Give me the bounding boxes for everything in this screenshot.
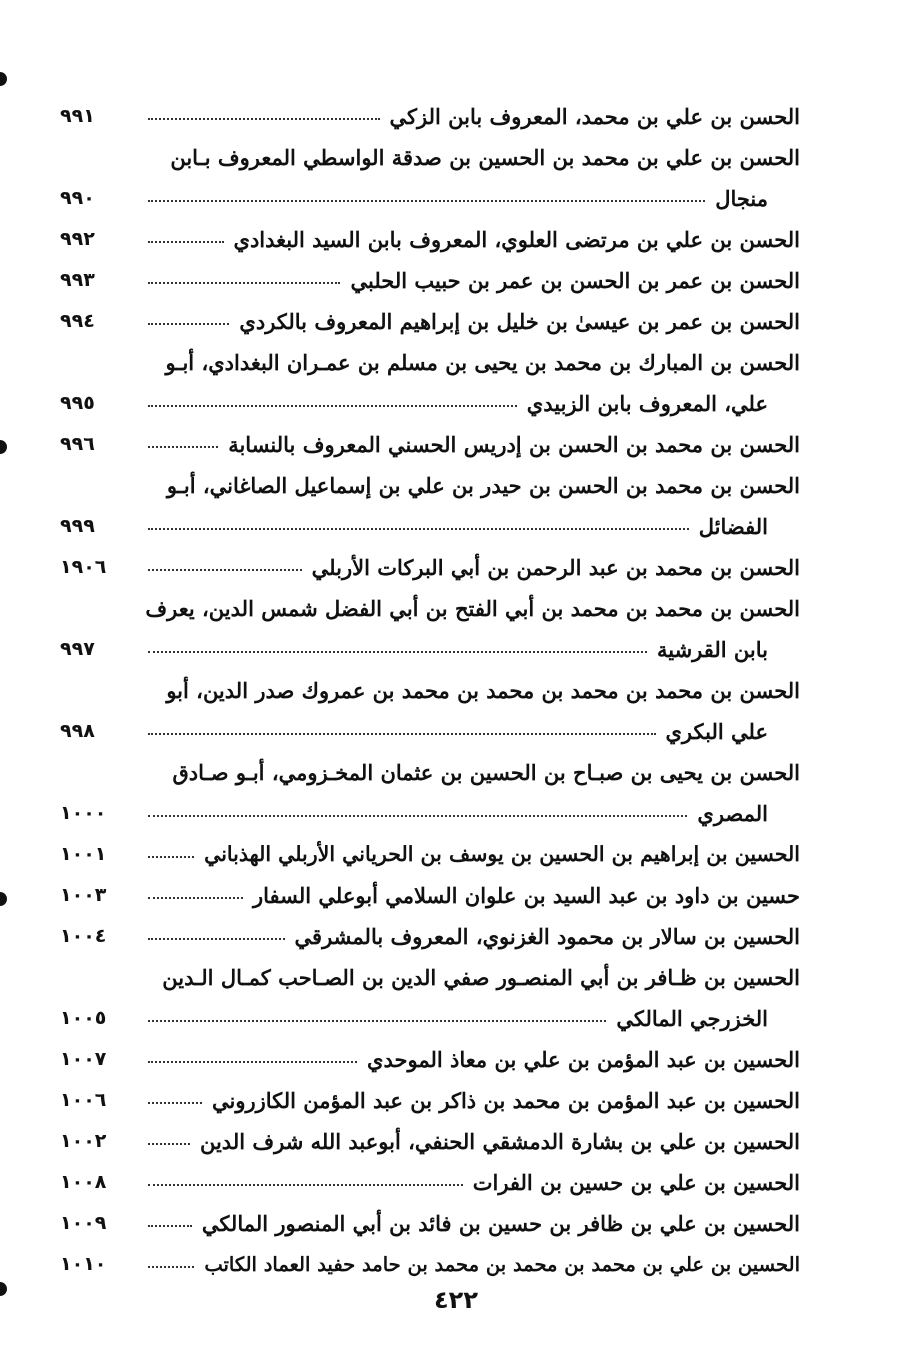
leader-dots <box>148 1090 202 1104</box>
entry-page-number: ١٠٠٤ <box>60 925 107 947</box>
index-entry <box>60 260 800 301</box>
entry-name: المصري <box>697 801 768 826</box>
leader-dots <box>148 844 194 858</box>
entry-continuation-line <box>60 178 800 219</box>
leader-dots <box>148 1254 194 1268</box>
entry-name-line <box>60 916 800 957</box>
index-entry <box>60 834 800 875</box>
entry-name-line <box>60 670 800 711</box>
leader-dots <box>148 557 302 571</box>
entry-name-line <box>60 1080 800 1121</box>
index-entry <box>60 957 800 1039</box>
entry-page-number: ١٠٠٥ <box>60 1007 107 1029</box>
entry-name-line <box>60 1162 800 1203</box>
entry-page-number: ١٠٠٩ <box>60 1212 107 1234</box>
entry-page-number: ١٠٠٠ <box>60 802 107 824</box>
leader-dots <box>148 434 218 448</box>
entry-name-line <box>60 342 800 383</box>
leader-dots <box>148 311 229 325</box>
entry-page-number: ٩٩٤ <box>60 310 95 332</box>
entry-page-number: ١٠٠٣ <box>60 884 107 906</box>
index-entry <box>60 342 800 424</box>
entry-name: الحسن بن المبارك بن محمد بن يحيى بن مسلم بن عمـران البغدادي، أبـو <box>165 350 800 375</box>
entry-name: الحسن بن محمد بن الحسن بن حيدر بن علي بن إسماعيل الصاغاني، أبـو <box>166 473 800 498</box>
entry-page-number: ٩٩٨ <box>60 720 95 742</box>
leader-dots <box>148 229 224 243</box>
index-entry <box>60 219 800 260</box>
index-entry <box>60 588 800 670</box>
entry-continuation-line <box>60 383 800 424</box>
leader-dots <box>148 270 340 284</box>
entry-name: الحسين بن عبد المؤمن بن محمد بن ذاكر بن عبد المؤمن الكازروني <box>211 1088 800 1113</box>
entry-name: حسين بن داود بن عبد السيد بن علوان السلامي أبوعلي السفار <box>252 883 800 908</box>
entry-name: الحسين بن علي بن ظافر بن حسين بن فائد بن أبي المنصور المالكي <box>201 1211 800 1236</box>
entry-page-number: ٩٩٧ <box>60 638 95 660</box>
entry-name: الحسن بن يحيى بن صبـاح بن الحسين بن عثمان المخـزومي، أبـو صـادق <box>172 760 800 785</box>
entry-continuation-line <box>60 506 800 547</box>
entry-name: الفضائل <box>698 514 768 539</box>
entry-name: الحسين بن إبراهيم بن الحسين بن يوسف بن الحرياني الأربلي الهذباني <box>204 842 800 866</box>
entry-name-line <box>60 588 800 629</box>
entry-continuation-line <box>60 793 800 834</box>
entry-name: الحسن بن محمد بن عبد الرحمن بن أبي البركات الأربلي <box>311 555 800 580</box>
entry-continuation-line <box>60 711 800 752</box>
entry-page-number: ٩٩٩ <box>60 515 95 537</box>
index-entry <box>60 1244 800 1285</box>
leader-dots <box>148 1008 606 1022</box>
entry-name-line <box>60 260 800 301</box>
entry-name: الحسن بن محمد بن محمد بن أبي الفتح بن أبي الفضل شمس الدين، يعرف <box>145 596 800 621</box>
leader-dots <box>148 926 285 940</box>
index-entry <box>60 916 800 957</box>
entry-name-line <box>60 137 800 178</box>
entry-name: الحسن بن علي بن محمد، المعروف بابن الزكي <box>389 104 800 129</box>
entry-page-number: ٩٩٠ <box>60 187 95 209</box>
entry-continuation-line <box>60 629 800 670</box>
index-entry <box>60 1203 800 1244</box>
entry-name-line <box>60 301 800 342</box>
entry-page-number: ١٠١٠ <box>60 1253 107 1275</box>
scan-edge-mark <box>0 892 7 906</box>
entry-name-line <box>60 219 800 260</box>
index-entry <box>60 670 800 752</box>
leader-dots <box>148 516 689 530</box>
entry-name: الحسن بن عمر بن عيسىٰ بن خليل بن إبراهيم المعروف بالكردي <box>239 309 800 334</box>
index-list <box>60 96 800 1285</box>
leader-dots <box>148 1131 190 1145</box>
entry-name-line <box>60 752 800 793</box>
index-entry <box>60 137 800 219</box>
index-entry <box>60 752 800 834</box>
entry-name: الحسن بن علي بن مرتضى العلوي، المعروف بابن السيد البغدادي <box>233 227 800 252</box>
index-entry <box>60 465 800 547</box>
entry-name: الحسن بن محمد بن الحسن بن إدريس الحسني المعروف بالنسابة <box>228 432 800 457</box>
entry-page-number: ٩٩٥ <box>60 392 95 414</box>
entry-page-number: ١٠٠٦ <box>60 1089 107 1111</box>
index-entry <box>60 96 800 137</box>
entry-name: منجال <box>715 186 768 211</box>
index-entry <box>60 1162 800 1203</box>
entry-name: الحسن بن عمر بن الحسن بن عمر بن حبيب الحلبي <box>350 268 800 293</box>
leader-dots <box>148 393 517 407</box>
leader-dots <box>148 885 243 899</box>
entry-name: علي البكري <box>665 719 768 744</box>
leader-dots <box>148 803 687 817</box>
entry-name-line <box>60 957 800 998</box>
leader-dots <box>148 1049 357 1063</box>
entry-page-number: ١٠٠٧ <box>60 1048 107 1070</box>
entry-name: الحسن بن علي بن محمد بن الحسين بن صدقة الواسطي المعروف بـابن <box>170 145 800 170</box>
scan-edge-mark <box>0 440 7 454</box>
entry-page-number: ١٠٠١ <box>60 843 107 865</box>
index-entry <box>60 547 800 588</box>
entry-name-line <box>60 547 800 588</box>
entry-page-number: ٩٩٢ <box>60 228 95 250</box>
entry-name: بابن القرشية <box>656 637 768 662</box>
index-entry <box>60 1039 800 1080</box>
entry-name: الخزرجي المالكي <box>616 1006 768 1031</box>
entry-name-line <box>60 1244 800 1285</box>
entry-name: الحسين بن ظـافر بن أبي المنصـور صفي الدين بن الصـاحب كمـال الـدين <box>162 965 800 990</box>
entry-page-number: ١٠٠٨ <box>60 1171 107 1193</box>
entry-name: الحسين بن علي بن محمد بن محمد بن محمد بن حامد حفيد العماد الكاتب <box>204 1253 800 1276</box>
entry-name-line <box>60 465 800 506</box>
index-entry <box>60 424 800 465</box>
scan-edge-mark <box>0 72 7 86</box>
entry-page-number: ١٩٠٦ <box>60 556 107 578</box>
entry-name: الحسن بن محمد بن محمد بن محمد بن محمد بن عمروك صدر الدين، أبو <box>166 678 800 703</box>
entry-name-line <box>60 834 800 875</box>
entry-name-line <box>60 1203 800 1244</box>
index-entry <box>60 1121 800 1162</box>
entry-name-line <box>60 875 800 916</box>
leader-dots <box>148 188 705 202</box>
index-entry <box>60 875 800 916</box>
leader-dots <box>148 639 647 653</box>
entry-page-number: ٩٩٣ <box>60 269 95 291</box>
entry-name-line <box>60 1039 800 1080</box>
entry-page-number: ١٠٠٢ <box>60 1130 107 1152</box>
entry-name: علي، المعروف بابن الزبيدي <box>526 391 768 416</box>
entry-name: الحسين بن علي بن بشارة الدمشقي الحنفي، أبوعبد الله شرف الدين <box>199 1129 800 1154</box>
index-entry <box>60 1080 800 1121</box>
leader-dots <box>148 1172 463 1186</box>
entry-continuation-line <box>60 998 800 1039</box>
entry-name: الحسين بن علي بن حسين بن الفرات <box>472 1170 800 1195</box>
entry-page-number: ٩٩١ <box>60 105 95 127</box>
leader-dots <box>148 721 656 735</box>
index-entry <box>60 301 800 342</box>
entry-name-line <box>60 424 800 465</box>
entry-page-number: ٩٩٦ <box>60 433 95 455</box>
leader-dots <box>148 1213 192 1227</box>
entry-name-line <box>60 96 800 137</box>
entry-name: الحسين بن عبد المؤمن بن علي بن معاذ الموحدي <box>367 1047 800 1072</box>
page-number: ٤٢٢ <box>434 1286 478 1314</box>
entry-name: الحسين بن سالار بن محمود الغزنوي، المعروف بالمشرقي <box>294 924 800 949</box>
leader-dots <box>148 106 380 120</box>
entry-name-line <box>60 1121 800 1162</box>
